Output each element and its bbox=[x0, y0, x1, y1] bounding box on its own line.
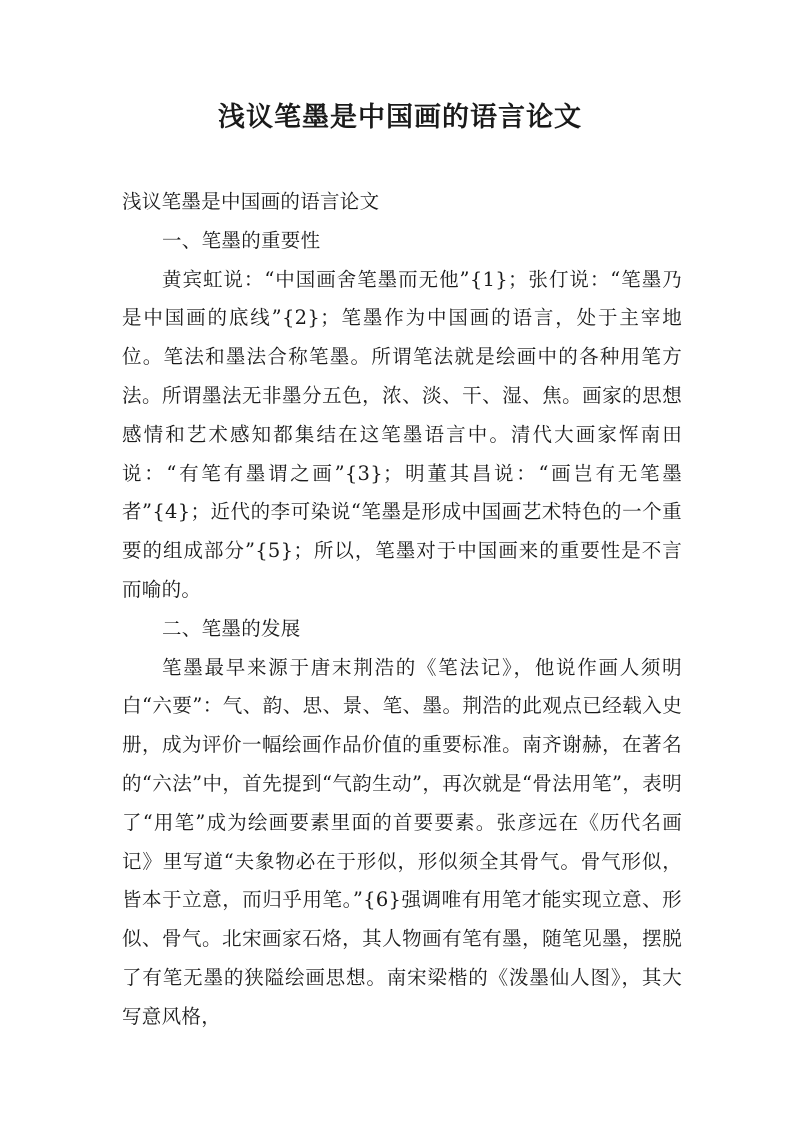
document-subtitle: 浅议笔墨是中国画的语言论文 bbox=[122, 190, 380, 213]
section-heading-importance: 一、笔墨的重要性 bbox=[162, 228, 321, 252]
section-paragraph-importance: 黄宾虹说：“中国画舍笔墨而无他”{1}；张仃说：“笔墨乃是中国画的底线”{2}；笔墨作为中国画的语言，处于主宰地位。笔法和墨法合称笔墨。所谓笔法就是绘画中的各种用笔方法。所谓墨法无非墨分五色，浓、淡、干、湿、焦。画家的思想感情和艺术感知都集结在这笔墨语言中。清代大画家恽南田说：“有笔有墨谓之画”{3}；明董其昌说：“画岂有无笔墨者”{4}；近代的李可染说“笔墨是形成中国画艺术特色的一个重要的组成部分”{5}；所以，笔墨对于中国画来的重要性是不言而喻的。 bbox=[122, 267, 682, 601]
section-paragraph-development: 笔墨最早来源于唐末荆浩的《笔法记》，他说作画人须明白“六要”：气、韵、思、景、笔、墨。荆浩的此观点已经载入史册，成为评价一幅绘画作品价值的重要标准。南齐谢赫，在著名的“六法”中，首先提到“气韵生动”，再次就是“骨法用笔”，表明了“用笔”成为绘画要素里面的首要要素。张彦远在《历代名画记》里写道“夫象物必在于形似，形似须全其骨气。骨气形似，皆本于立意，而归乎用笔。”{6}强调唯有用笔才能实现立意、形似、骨气。北宋画家石烙，其人物画有笔有墨，随笔见墨，摆脱了有笔无墨的狭隘绘画思想。南宋梁楷的《泼墨仙人图》，其大写意风格， bbox=[122, 655, 682, 1028]
section-heading-development: 二、笔墨的发展 bbox=[162, 616, 301, 640]
document-title: 浅议笔墨是中国画的语言论文 bbox=[218, 102, 582, 133]
document-body bbox=[122, 183, 682, 1037]
